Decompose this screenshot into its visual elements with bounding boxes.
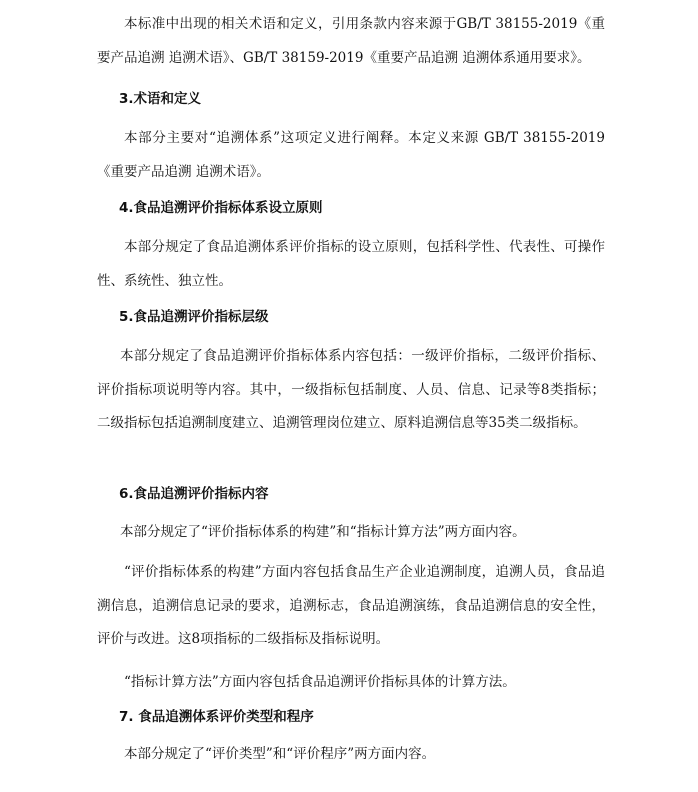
section-6-paragraph-3: “指标计算方法”方面内容包括食品追溯评价指标具体的计算方法。 — [124, 674, 516, 690]
section-6-paragraph-2: “评价指标体系的构建”方面内容包括食品生产企业追溯制度，追溯人员，食品追溯信息，追溯信息记录的要求，追溯标志，食品追溯演练，食品追溯信息的安全性，评价与改进。这8项指标的二级指标及指标说明。 — [97, 564, 605, 647]
section-6-heading: 6.食品追溯评价指标内容 — [119, 486, 269, 502]
section-7-heading: 7. 食品追溯体系评价类型和程序 — [119, 709, 314, 725]
intro-paragraph: 本标准中出现的相关术语和定义，引用条款内容来源于GB/T 38155-2019《重要产品追溯 追溯术语》、GB/T 38159-2019《重要产品追溯 追溯体系通用要求》。 — [97, 16, 605, 66]
section-3-heading: 3.术语和定义 — [119, 91, 202, 107]
section-7-paragraph: 本部分规定了“评价类型”和“评价程序”两方面内容。 — [124, 746, 436, 762]
section-5-paragraph: 本部分规定了食品追溯评价指标体系内容包括：一级评价指标，二级评价指标、评价指标项说明等内容。其中，一级指标包括制度、人员、信息、记录等8类指标；二级指标包括追溯制度建立、追溯管理岗位建立、原料追溯信息等35类二级指标。 — [97, 348, 605, 431]
section-6-paragraph-1: 本部分规定了“评价指标体系的构建”和“指标计算方法”两方面内容。 — [120, 524, 526, 540]
section-3-paragraph: 本部分主要对“追溯体系”这项定义进行阐释。本定义来源 GB/T 38155-2019《重要产品追溯 追溯术语》。 — [97, 130, 605, 180]
section-4-heading: 4.食品追溯评价指标体系设立原则 — [119, 200, 323, 216]
section-5-heading: 5.食品追溯评价指标层级 — [119, 309, 269, 325]
section-4-paragraph: 本部分规定了食品追溯体系评价指标的设立原则，包括科学性、代表性、可操作性、系统性、独立性。 — [97, 239, 605, 289]
